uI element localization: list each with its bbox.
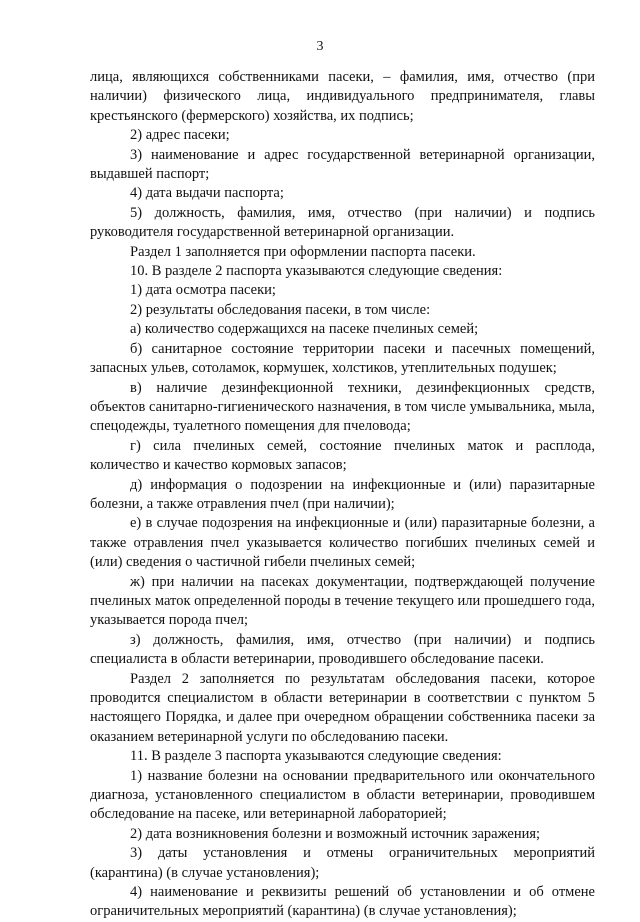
paragraph: Раздел 2 заполняется по результатам обследования пасеки, которое проводится специалистом в области ветеринарии в соответствии с пунктом 5 настоящего Порядка, и далее при очередном обращении собственника пасеки за оказанием ветеринарной услуги по обследованию пасеки. xyxy=(90,670,595,745)
paragraph: а) количество содержащихся на пасеке пчелиных семей; xyxy=(130,321,479,338)
paragraph: 3) даты установления и отмены ограничительных мероприятий (карантина) (в случае установления); xyxy=(90,845,595,881)
paragraph: 3) наименование и адрес государственной ветеринарной организации, выдавшей паспорт; xyxy=(90,146,595,183)
paragraph: 1) дата осмотра пасеки; xyxy=(130,282,276,299)
paragraph: 2) адрес пасеки; xyxy=(130,127,230,144)
paragraph: г) сила пчелиных семей, состояние пчелиных маток и расплода, количество и качество кормовых запасов; xyxy=(90,437,595,474)
paragraph: в) наличие дезинфекционной техники, дезинфекционных средств, объектов санитарно-гигиенического назначения, в том числе умывальника, мыла, спецодежды, туалетного помещения для пчеловода; xyxy=(90,379,595,435)
paragraph: 11. В разделе 3 паспорта указываются следующие сведения: xyxy=(130,748,502,765)
paragraph: 2) дата возникновения болезни и возможный источник заражения; xyxy=(130,825,541,842)
paragraph: ж) при наличии на пасеках документации, подтверждающей получение пчелиных маток определенной породы в течение текущего или прошедшего года, указывается порода пчел; xyxy=(90,573,595,629)
paragraph: 1) название болезни на основании предварительного или окончательного диагноза, установленного специалистом в области ветеринарии, проводившем обследование на пасеке, или ветеринарной лабораторией; xyxy=(90,767,595,823)
document-body xyxy=(90,68,595,922)
paragraph: 4) наименование и реквизиты решений об установлении и об отмене ограничительных мероприятий (карантина) (в случае установления); xyxy=(90,884,595,920)
paragraph: 5) должность, фамилия, имя, отчество (при наличии) и подпись руководителя государственной ветеринарной организации. xyxy=(90,204,595,241)
paragraph: 10. В разделе 2 паспорта указываются следующие сведения: xyxy=(130,263,503,280)
paragraph: 4) дата выдачи паспорта; xyxy=(130,185,284,202)
paragraph: 2) результаты обследования пасеки, в том числе: xyxy=(130,301,431,318)
paragraph: з) должность, фамилия, имя, отчество (при наличии) и подпись специалиста в области ветеринарии, проводившего обследование пасеки. xyxy=(90,631,595,668)
page-number: 3 xyxy=(316,39,324,54)
paragraph: е) в случае подозрения на инфекционные и (или) паразитарные болезни, а также отравления пчел указывается количество погибших пчелиных семей и (или) сведения о частичной гибели пчелиных семей; xyxy=(90,515,595,571)
paragraph: б) санитарное состояние территории пасеки и пасечных помещений, запасных ульев, сотоламок, кормушек, холстиков, утеплительных подушек; xyxy=(90,340,595,377)
paragraph: лица, являющихся собственниками пасеки, – фамилия, имя, отчество (при наличии) физического лица, индивидуального предпринимателя, главы крестьянского (фермерского) хозяйства, их подпись; xyxy=(90,69,595,124)
paragraph: Раздел 1 заполняется при оформлении паспорта пасеки. xyxy=(130,243,476,260)
paragraph: д) информация о подозрении на инфекционные и (или) паразитарные болезни, а также отравления пчел (при наличии); xyxy=(90,476,595,512)
